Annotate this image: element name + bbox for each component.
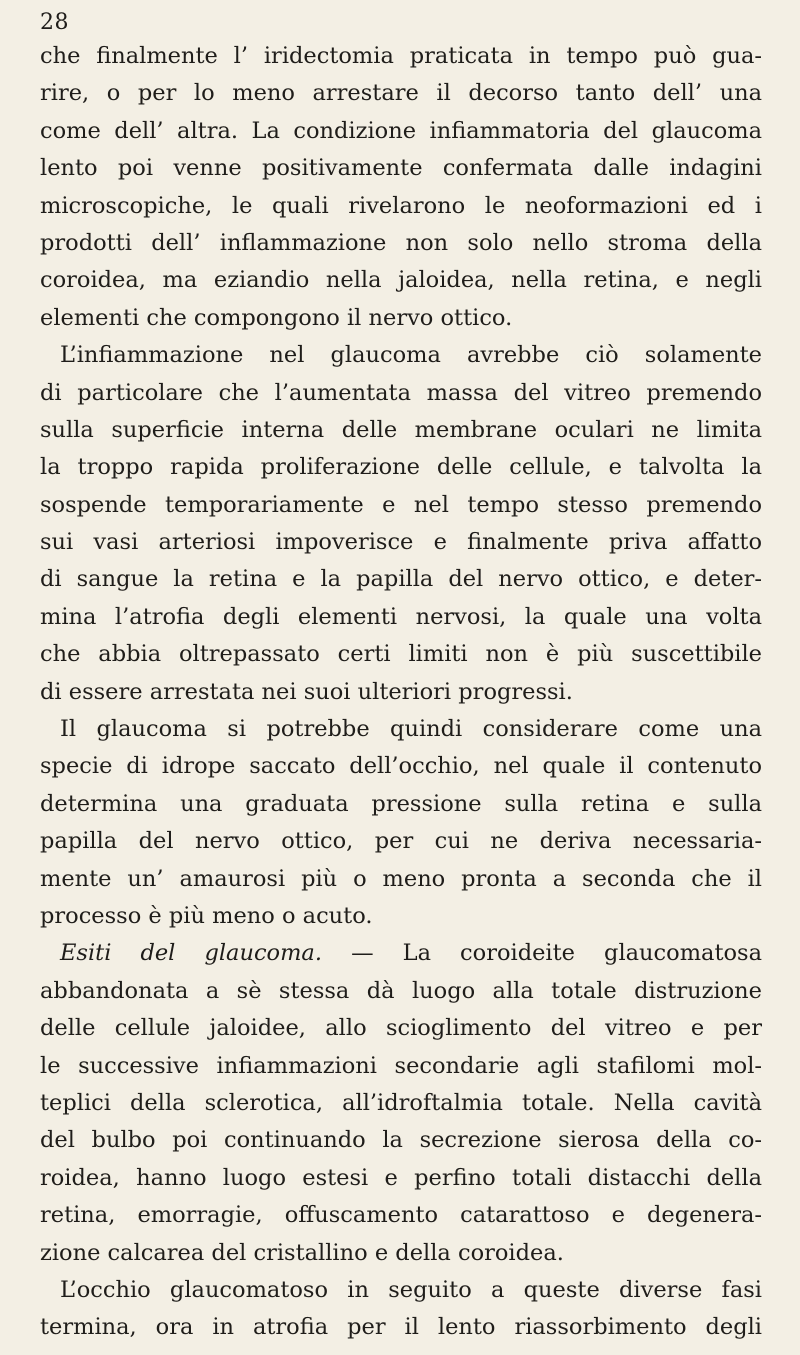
- line-text: teplici della sclerotica, all’idroftalmia totale. Nella cavità: [40, 1089, 762, 1116]
- line-text: processo è più meno o acuto.: [40, 902, 373, 929]
- text-line: [40, 1010, 762, 1047]
- text-line: [40, 75, 762, 112]
- text-line: [40, 861, 762, 898]
- text-line: [40, 674, 762, 711]
- line-text: zione calcarea del cristallino e della coroidea.: [40, 1239, 564, 1266]
- line-text: papilla del nervo ottico, per cui ne deriva necessaria-: [40, 828, 762, 855]
- text-line: [40, 487, 762, 524]
- text-line: [40, 1309, 762, 1346]
- line-text: prodotti dell’ inflammazione non solo nello stroma della: [40, 229, 762, 256]
- text-line: [40, 1160, 762, 1197]
- section-heading: Esiti del glaucoma.: [60, 940, 323, 967]
- line-text: elementi che compongono il nervo ottico.: [40, 304, 513, 331]
- line-text: microscopiche, le quali rivelarono le neoformazioni ed i: [40, 192, 762, 219]
- line-text: come dell’ altra. La condizione infiammatoria del glaucoma: [40, 117, 762, 144]
- line-text: che finalmente l’ iridectomia praticata in tempo può gua-: [40, 43, 762, 69]
- text-line: [40, 786, 762, 823]
- text-line: [40, 1235, 762, 1272]
- page-number: 28: [40, 10, 69, 35]
- text-line: [40, 225, 762, 262]
- line-text: le successive infiammazioni secondarie agli stafilomi mol-: [40, 1052, 762, 1079]
- text-line: [40, 823, 762, 860]
- line-text: termina, ora in atrofia per il lento riassorbimento degli: [40, 1314, 762, 1341]
- text-line: [40, 1085, 762, 1122]
- text-line: [40, 636, 762, 673]
- line-text: rire, o per lo meno arrestare il decorso tanto dell’ una: [40, 80, 762, 107]
- text-line: [40, 188, 762, 225]
- line-text: che abbia oltrepassato certi limiti non è più suscettibile: [40, 641, 762, 668]
- line-text: — La coroideite glaucomatosa: [322, 940, 762, 967]
- line-text: determina una graduata pressione sulla retina e sulla: [40, 790, 762, 817]
- text-line: [40, 375, 762, 412]
- text-line: [40, 150, 762, 187]
- line-text: di sangue la retina e la papilla del nervo ottico, e deter-: [40, 566, 762, 593]
- line-text: specie di idrope saccato dell’occhio, nel quale il contenuto: [40, 753, 762, 780]
- text-line: [40, 300, 762, 337]
- line-text: coroidea, ma eziandio nella jaloidea, nella retina, e negli: [40, 267, 762, 294]
- line-text: delle cellule jaloidee, allo scioglimento del vitreo e per: [40, 1015, 762, 1042]
- text-line: [40, 1122, 762, 1159]
- text-line: [40, 898, 762, 935]
- text-line: [40, 973, 762, 1010]
- line-text: abbandonata a sè stessa dà luogo alla totale distruzione: [40, 977, 762, 1004]
- body-text: [40, 38, 762, 1347]
- text-line: [40, 935, 762, 972]
- text-line: [40, 337, 762, 374]
- line-text: del bulbo poi continuando la secrezione sierosa della co-: [40, 1127, 762, 1154]
- text-line: [40, 1272, 762, 1309]
- text-line: [40, 599, 762, 636]
- text-line: [40, 449, 762, 486]
- line-text: lento poi venne positivamente confermata dalle indagini: [40, 155, 762, 182]
- line-text: la troppo rapida proliferazione delle cellule, e talvolta la: [40, 454, 762, 481]
- text-line: [40, 711, 762, 748]
- line-text: sospende temporariamente e nel tempo stesso premendo: [40, 491, 762, 518]
- text-line: [40, 1048, 762, 1085]
- line-text: retina, emorragie, offuscamento catarattoso e degenera-: [40, 1202, 762, 1229]
- text-line: [40, 38, 762, 75]
- line-text: L’occhio glaucomatoso in seguito a queste diverse fasi: [60, 1276, 762, 1303]
- text-line: [40, 113, 762, 150]
- text-line: [40, 262, 762, 299]
- line-text: di particolare che l’aumentata massa del vitreo premendo: [40, 379, 762, 406]
- line-text: Il glaucoma si potrebbe quindi considerare come una: [60, 716, 762, 743]
- line-text: sulla superficie interna delle membrane oculari ne limita: [40, 416, 762, 443]
- text-line: [40, 561, 762, 598]
- line-text: mina l’atrofia degli elementi nervosi, la quale una volta: [40, 603, 762, 630]
- line-text: mente un’ amaurosi più o meno pronta a seconda che il: [40, 865, 762, 892]
- line-text: L’infiammazione nel glaucoma avrebbe ciò solamente: [60, 342, 762, 369]
- line-text: roidea, hanno luogo estesi e perfino totali distacchi della: [40, 1164, 762, 1191]
- line-text: di essere arrestata nei suoi ulteriori progressi.: [40, 678, 573, 705]
- text-line: [40, 1197, 762, 1234]
- line-text: sui vasi arteriosi impoverisce e finalmente priva affatto: [40, 529, 762, 556]
- text-line: [40, 524, 762, 561]
- text-line: [40, 748, 762, 785]
- text-line: [40, 412, 762, 449]
